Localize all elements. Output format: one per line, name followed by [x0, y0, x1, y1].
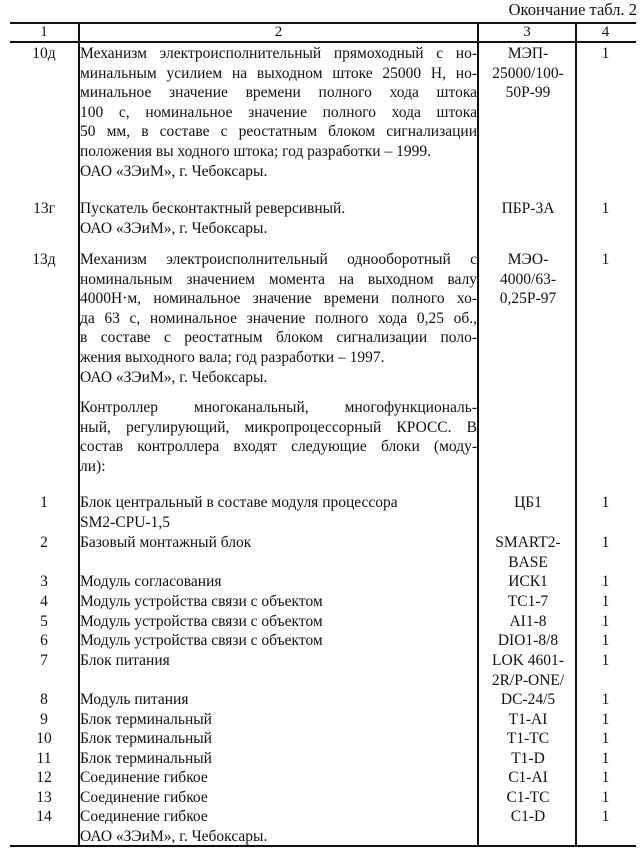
description-line: да 63 с, номинальное значение полного хода 0,25 об.,	[80, 309, 477, 327]
row-quantity: 1	[601, 711, 610, 728]
designation-line: C1-AI	[508, 769, 548, 786]
row-designation	[481, 250, 575, 309]
row-number: 4	[40, 593, 48, 610]
description-line: ОАО «ЗЭиМ», г. Чебоксары.	[80, 368, 268, 386]
row-quantity: 1	[601, 632, 610, 649]
row-designation	[481, 199, 575, 219]
row-number: 6	[40, 632, 48, 649]
designation-line: ЦБ1	[514, 494, 542, 511]
table-caption: Окончание табл. 2	[508, 0, 637, 19]
row-designation	[481, 533, 575, 572]
row-designation	[481, 592, 575, 612]
row-quantity: 1	[601, 200, 610, 217]
row-description	[80, 710, 477, 730]
designation-line: 0,25Р-97	[499, 290, 557, 308]
description-line: ОАО «ЗЭиМ», г. Чебоксары.	[80, 219, 268, 237]
row-designation	[481, 44, 575, 103]
row-designation	[481, 572, 575, 592]
row-description	[80, 572, 477, 592]
description-line: Модуль согласования	[80, 573, 222, 590]
row-number: 5	[40, 613, 48, 630]
row-description	[80, 44, 477, 181]
designation-line: C1-D	[510, 808, 546, 825]
row-description	[80, 690, 477, 710]
description-line: положения вы ходного штока; год разработки – 1999.	[80, 142, 431, 160]
row-quantity: 1	[601, 45, 610, 62]
description-line: Механизм электроисполнительный однооборотный с	[80, 251, 477, 268]
header-col-4: 4	[601, 24, 610, 40]
designation-line: МЭО-	[507, 251, 549, 268]
row-description	[80, 749, 477, 769]
designation-line: C1-TC	[506, 789, 550, 806]
designation-line: 50Р-99	[505, 84, 551, 102]
row-number: 10	[36, 730, 52, 747]
row-designation	[481, 807, 575, 827]
row-quantity: 1	[601, 808, 610, 825]
row-description	[80, 631, 477, 651]
row-quantity: 1	[601, 750, 610, 767]
description-line: Блок терминальный	[80, 711, 212, 728]
row-number: 11	[36, 750, 52, 767]
description-line: ли):	[80, 457, 106, 475]
row-description	[80, 199, 477, 238]
designation-line: TC1-7	[507, 593, 549, 610]
description-line: в составе с реостатным блоком сигнализации поло-	[80, 329, 477, 347]
equipment-table	[10, 22, 636, 847]
description-line: минальное значение времени полного хода штока	[80, 84, 477, 102]
designation-line: T1-AI	[508, 711, 548, 728]
row-number: 1	[40, 494, 48, 511]
row-number: 13д	[32, 251, 56, 268]
row-quantity: 1	[601, 573, 610, 590]
row-description	[80, 612, 477, 632]
designation-line: SMART2-	[495, 534, 561, 551]
row-quantity: 1	[601, 534, 610, 551]
description-line: Базовый монтажный блок	[80, 534, 252, 551]
row-designation	[481, 768, 575, 788]
description-line: состав контроллера входят следующие блоки (моду-	[80, 438, 477, 456]
description-line: Блок терминальный	[80, 750, 212, 767]
description-line: Пускатель бесконтактный реверсивный.	[80, 200, 346, 217]
row-designation	[481, 690, 575, 710]
row-quantity: 1	[601, 613, 610, 630]
column-divider	[477, 24, 479, 845]
row-designation	[481, 710, 575, 730]
row-quantity: 1	[601, 652, 610, 669]
description-line: 4000Н·м, номинальное значение времени полного хо-	[80, 290, 477, 308]
row-quantity: 1	[601, 691, 610, 708]
designation-line: ПБР-3А	[501, 200, 555, 217]
row-number: 12	[36, 769, 52, 786]
row-number: 14	[36, 808, 52, 825]
row-designation	[481, 788, 575, 808]
row-designation	[481, 612, 575, 632]
row-description	[80, 768, 477, 788]
row-number: 13	[36, 789, 52, 806]
designation-line: 25000/100-	[492, 64, 564, 82]
description-line: ОАО «ЗЭиМ», г. Чебоксары.	[80, 827, 268, 845]
designation-line: BASE	[508, 553, 548, 571]
description-line: Механизм электроисполнительный прямоходный с но-	[80, 45, 477, 62]
row-number: 10д	[32, 45, 56, 62]
row-description	[80, 651, 477, 671]
designation-line: LOK 4601-	[492, 652, 564, 669]
row-designation	[481, 729, 575, 749]
description-line: минальным усилием на выходном штоке 25000 Н, но-	[80, 64, 477, 82]
row-description	[80, 398, 477, 476]
row-designation	[481, 651, 575, 690]
row-number: 8	[40, 691, 48, 708]
designation-line: DIO1-8/8	[497, 632, 559, 649]
row-quantity: 1	[601, 730, 610, 747]
row-description	[80, 788, 477, 808]
row-description	[80, 493, 477, 532]
row-quantity: 1	[601, 593, 610, 610]
row-number: 9	[40, 711, 48, 728]
description-line: 50 мм, в составе с реостатным блоком сигнализации	[80, 123, 477, 141]
designation-line: ИСК1	[508, 573, 548, 590]
designation-line: AI1-8	[509, 613, 547, 630]
header-col-2: 2	[274, 24, 283, 40]
description-line: Соединение гибкое	[80, 808, 208, 825]
description-line: номинальным значением момента на выходном валу	[80, 270, 477, 288]
row-number: 7	[40, 652, 48, 669]
row-number: 2	[40, 534, 48, 551]
description-line: Модуль питания	[80, 691, 189, 708]
row-description	[80, 533, 477, 553]
designation-line: DC-24/5	[500, 691, 556, 708]
description-line: Модуль устройства связи с объектом	[80, 632, 323, 649]
description-line: ный, регулирующий, микропроцессорный КРОСС. В	[80, 418, 477, 436]
row-description	[80, 729, 477, 749]
description-line: Модуль устройства связи с объектом	[80, 613, 323, 630]
description-line: SM2-CPU-1,5	[80, 513, 171, 531]
description-line: Модуль устройства связи с объектом	[80, 593, 323, 610]
designation-line: 2R/P-ONE/	[491, 671, 565, 689]
row-description	[80, 250, 477, 387]
header-col-3: 3	[523, 24, 531, 40]
header-divider	[10, 41, 636, 43]
description-line: жения выходного вала; год разработки – 1997.	[80, 348, 385, 366]
row-quantity: 1	[601, 251, 610, 268]
description-line: ОАО «ЗЭиМ», г. Чебоксары.	[80, 162, 268, 180]
description-line: Блок центральный в составе модуля процессора	[80, 494, 398, 511]
designation-line: T1-TC	[506, 730, 550, 747]
designation-line: 4000/63-	[500, 270, 556, 288]
designation-line: МЭП-	[507, 45, 549, 62]
row-number: 3	[40, 573, 48, 590]
description-line: Контроллер многоканальный, многофункциональ-	[80, 399, 477, 416]
row-quantity: 1	[601, 769, 610, 786]
row-designation	[481, 631, 575, 651]
row-designation	[481, 749, 575, 769]
row-description	[80, 807, 477, 846]
description-line: Блок питания	[80, 652, 170, 669]
designation-line: T1-D	[511, 750, 545, 767]
row-description	[80, 592, 477, 612]
description-line: Соединение гибкое	[80, 769, 208, 786]
header-col-1: 1	[40, 24, 48, 40]
row-number: 13г	[33, 200, 55, 217]
description-line: 100 с, номинальное значение полного хода штока	[80, 103, 477, 121]
description-line: Блок терминальный	[80, 730, 212, 747]
description-line: Соединение гибкое	[80, 789, 208, 806]
row-designation	[481, 493, 575, 513]
row-quantity: 1	[601, 789, 610, 806]
row-quantity: 1	[601, 494, 610, 511]
